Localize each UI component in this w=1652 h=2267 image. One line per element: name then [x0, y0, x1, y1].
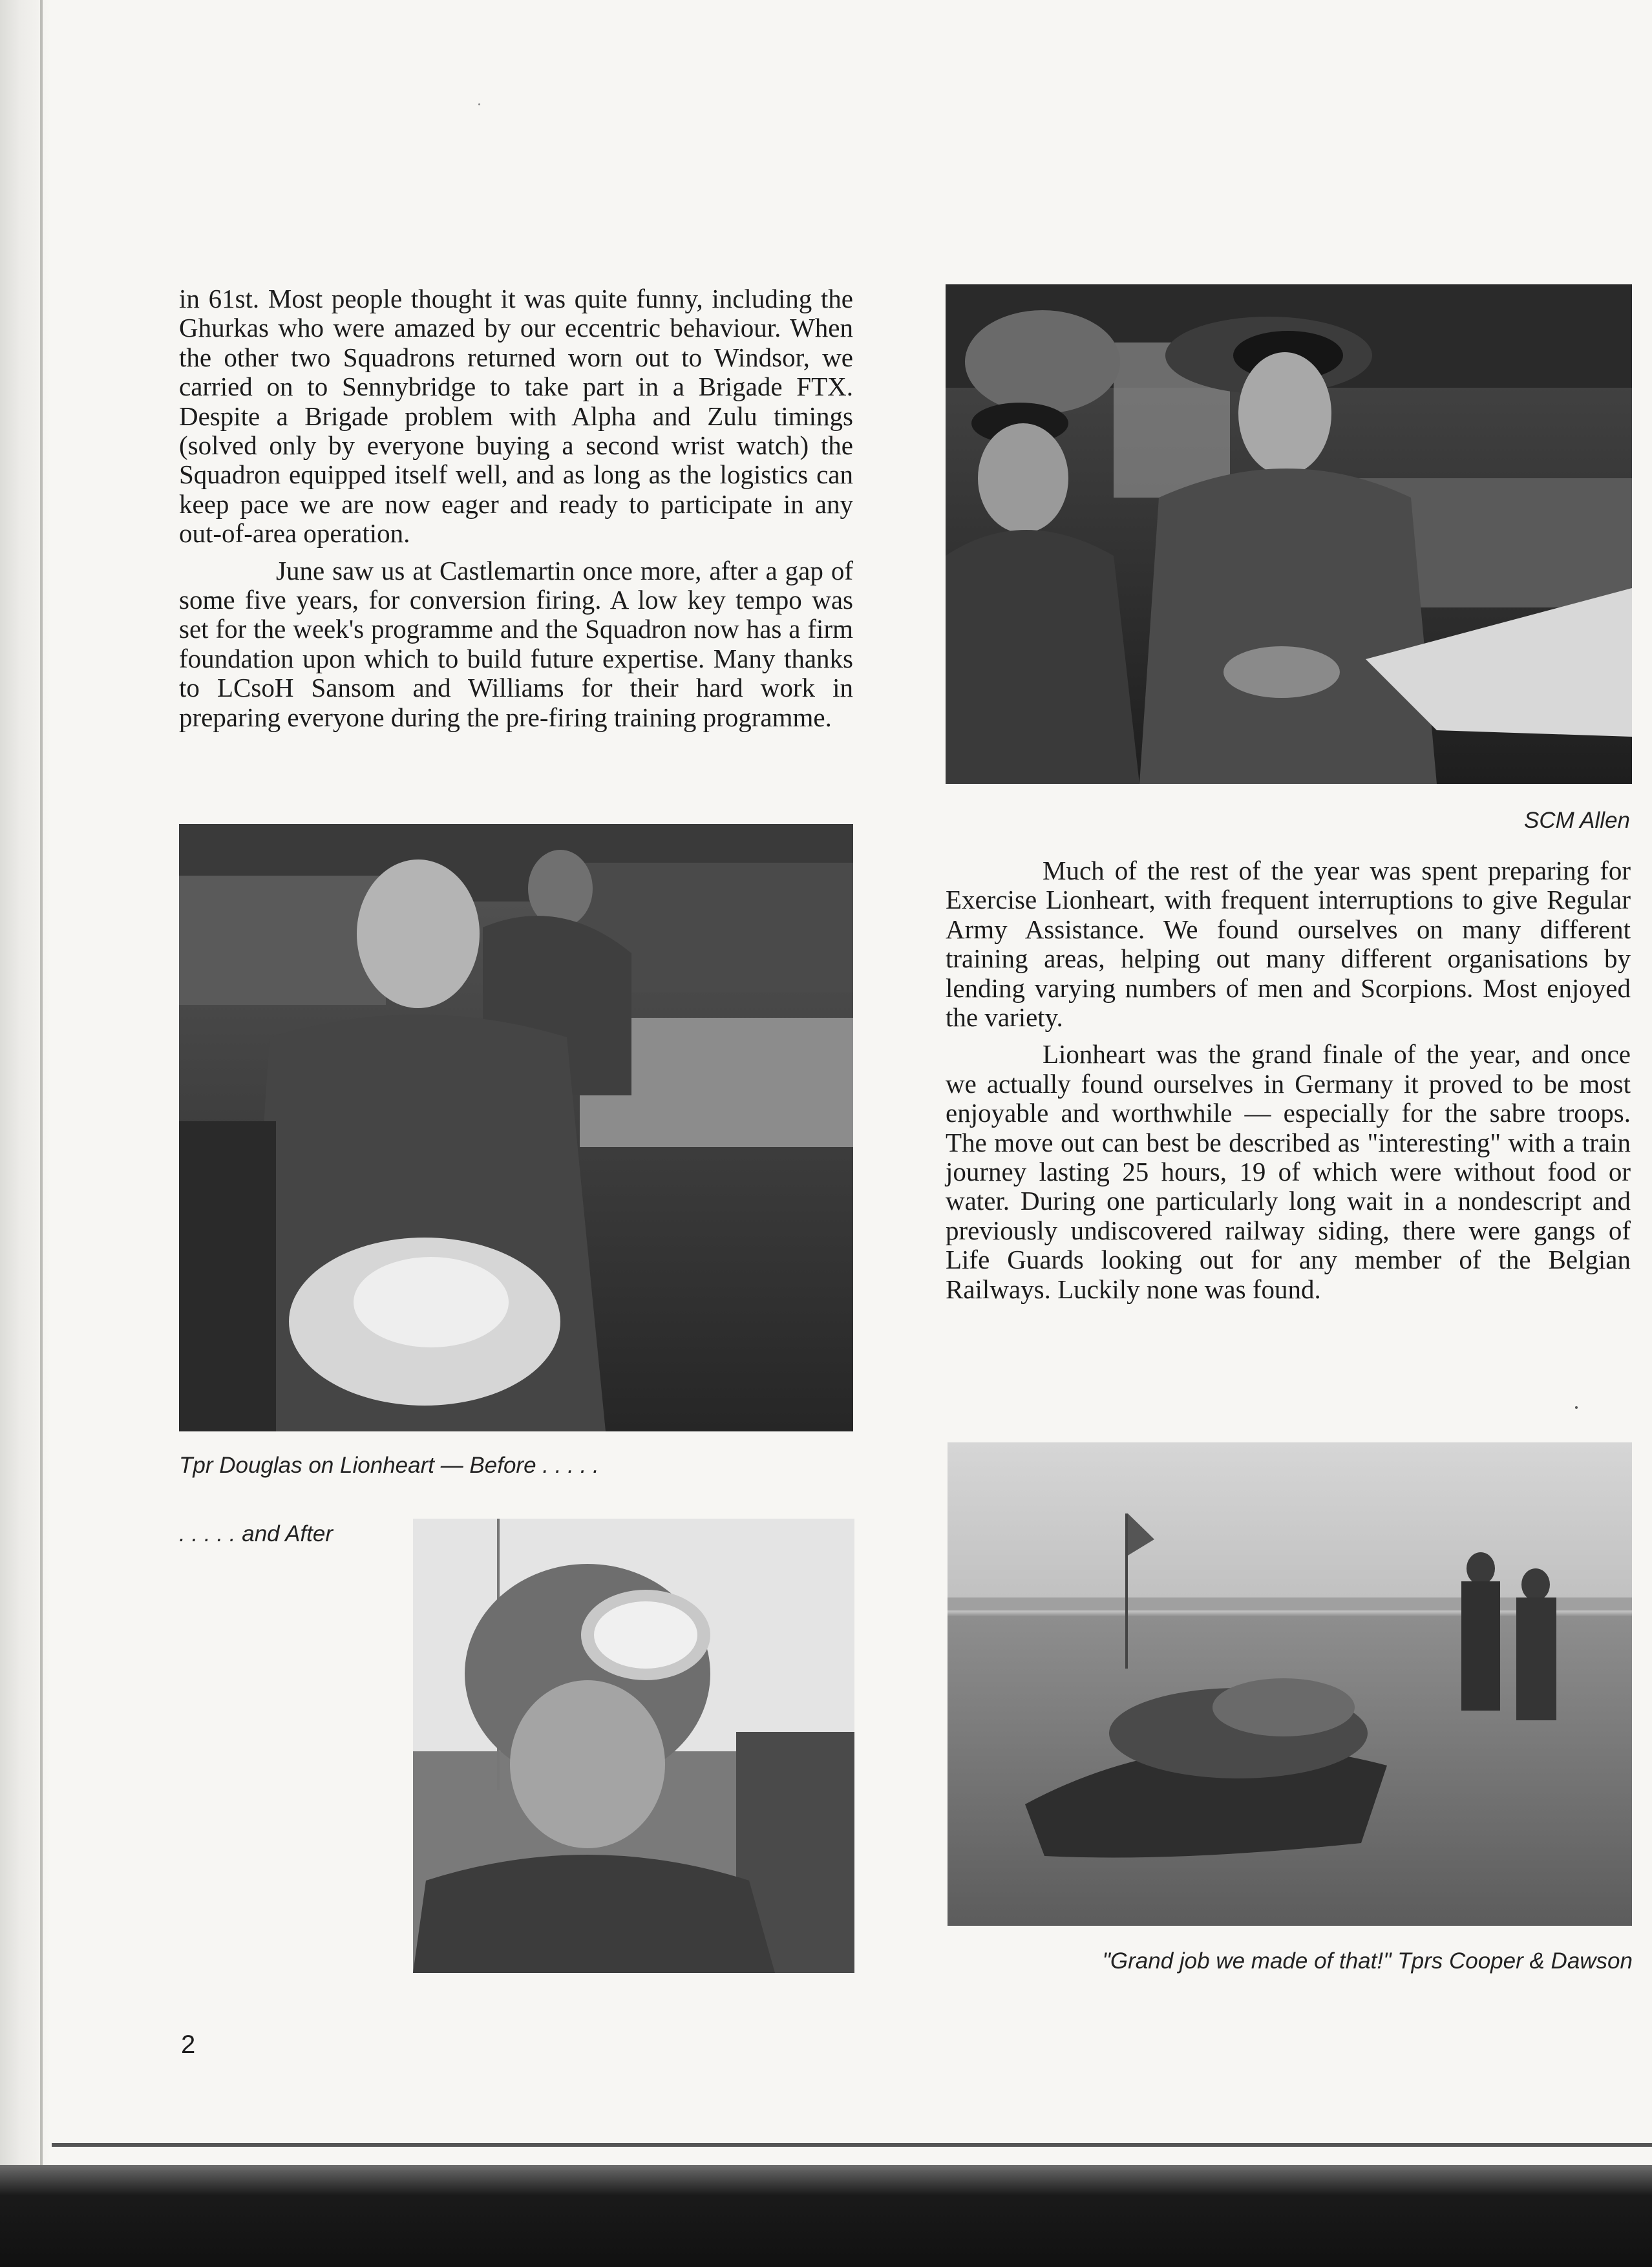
page-binding-edge: [0, 0, 50, 2267]
caption-scm-allen: SCM Allen: [1523, 808, 1630, 833]
page-bottom-edge: [52, 2143, 1652, 2147]
right-paragraph-1: Much of the rest of the year was spent preparing for Exercise Lionheart, with frequent interruptions to give Regular Army Assistance. We found ourselves on many different training areas, helping out many different organisations by lending varying numbers of men and Scorpions. Most enjoyed the variety.: [946, 856, 1631, 1033]
photo-scm-allen: [946, 284, 1632, 784]
scanner-shadow: [0, 2165, 1652, 2267]
photo-tpr-douglas-after: [413, 1519, 854, 1973]
right-paragraph-2: Lionheart was the grand finale of the year, and once we actually found ourselves in Germany it proved to be most enjoyable and worthwhile — especially for the sabre troops. The move out can best be described as "interesting" with a train journey lasting 25 hours, 19 of which were without food or water. During one particularly long wait in a nondescript and previously undiscovered railway siding, there were gangs of Life Guards looking out for any member of the Belgian Railways. Luckily none was found.: [946, 1039, 1631, 1304]
left-paragraph-1: in 61st. Most people thought it was quite funny, including the Ghurkas who were amazed by our eccentric behaviour. When the other two Squadrons returned worn out to Windsor, we carried on to Sennybridge to take part in a Brigade FTX. Despite a Brigade problem with Alpha and Zulu timings (solved only by everyone buying a second wrist watch) the Squadron equipped itself well, and as long as the logistics can keep pace we are now eager and ready to participate in any out-of-area operation.: [179, 284, 853, 549]
print-speck: [478, 103, 480, 105]
left-paragraph-2: June saw us at Castlemartin once more, after a gap of some five years, for conversion firing. A low key tempo was set for the week's programme and the Squadron now has a firm foundation upon which to build future expertise. Many thanks to LCsoH Sansom and Williams for their hard work in preparing everyone during the pre-firing training programme.: [179, 555, 853, 732]
photo-grand-job: [948, 1442, 1632, 1926]
caption-after: . . . . . and After: [179, 1521, 333, 1546]
left-text-column: [179, 284, 853, 732]
caption-before: Tpr Douglas on Lionheart — Before . . . . .: [179, 1453, 599, 1478]
page-number: 2: [181, 2030, 196, 2059]
print-speck: [1575, 1406, 1578, 1409]
caption-grand-job: "Grand job we made of that!" Tprs Cooper & Dawson: [1102, 1948, 1633, 1974]
photo-tpr-douglas-before: [179, 824, 853, 1431]
right-text-column: [946, 856, 1631, 1304]
